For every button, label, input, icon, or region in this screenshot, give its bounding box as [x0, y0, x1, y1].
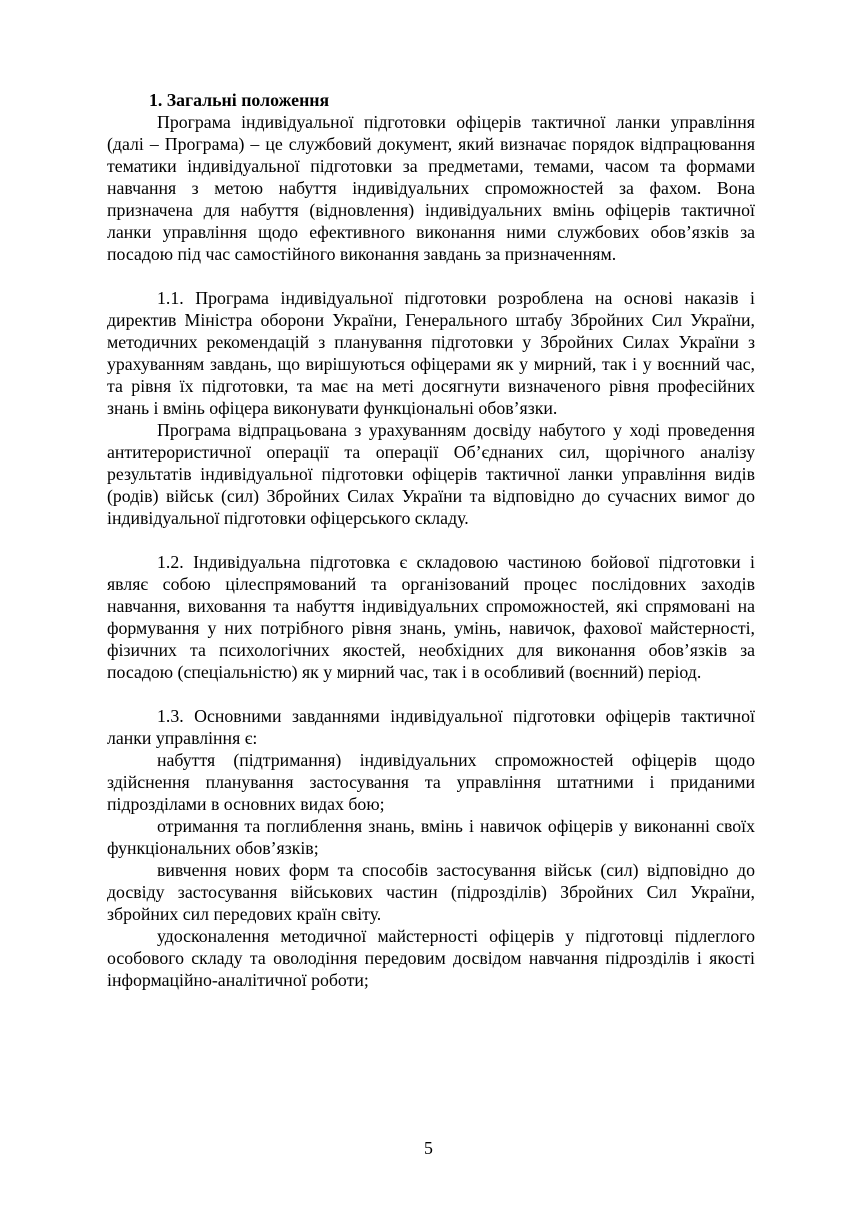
- task-item-capabilities: набуття (підтримання) індивідуальних спроможностей офіцерів щодо здійснення планування застосування та управління штатними і приданими підрозділами в основних видах бою;: [107, 750, 755, 814]
- task-item-methodical-skill: удосконалення методичної майстерності офіцерів у підготовці підлеглого особового складу та оволодіння передовим досвідом навчання підрозділів і якості інформаційно-аналітичної роботи;: [107, 926, 755, 990]
- paragraph-1-1-continued: Програма відпрацьована з урахуванням досвіду набутого у ході проведення антитерористичної операції та операції Об’єднаних сил, щорічного аналізу результатів індивідуальної підготовки офіцерів тактичної ланки управління видів (родів) військ (сил) Збройних Силах України та відповідно до сучасних вимог до індивідуальної підготовки офіцерського складу.: [107, 420, 755, 528]
- section-heading: 1. Загальні положення: [149, 90, 330, 110]
- paragraph-1-2: 1.2. Індивідуальна підготовка є складовою частиною бойової підготовки і являє собою цілеспрямований та організований процес послідовних заходів навчання, виховання та набуття індивідуальних спроможностей, які спрямовані на формування у них потрібного рівня знань, умінь, навичок, фахової майстерності, фізичних та психологічних якостей, необхідних для виконання обов’язків за посадою (спеціальністю) як у мирний час, так і в особливий (воєнний) період.: [107, 552, 755, 682]
- paragraph-gap: [107, 529, 755, 551]
- page-number: 5: [424, 1138, 433, 1158]
- document-page: [107, 89, 755, 991]
- paragraph-1-1: 1.1. Програма індивідуальної підготовки розроблена на основі наказів і директив Міністра оборони України, Генерального штабу Збройних Сил України, методичних рекомендацій з планування підготовки у Збройних Силах України з урахуванням завдань, що вирішуються офіцерами як у мирний, так і у воєнний час, та рівня їх підготовки, та має на меті досягнути визначеного рівня професійних знань і вмінь офіцера виконувати функціональні обов’язки.: [107, 288, 755, 418]
- paragraph-intro: Програма індивідуальної підготовки офіцерів тактичної ланки управління (далі – Програма) – це службовий документ, який визначає порядок відпрацювання тематики індивідуальної підготовки за предметами, темами, часом та формами навчання з метою набуття індивідуальних спроможностей за фахом. Вона призначена для набуття (відновлення) індивідуальних вмінь офіцерів тактичної ланки управління щодо ефективного виконання ними службових обов’язків за посадою під час самостійного виконання завдань за призначенням.: [107, 112, 755, 264]
- paragraph-1-3: 1.3. Основними завданнями індивідуальної підготовки офіцерів тактичної ланки управління є:: [107, 706, 755, 748]
- paragraph-gap: [107, 265, 755, 287]
- task-item-knowledge: отримання та поглиблення знань, вмінь і навичок офіцерів у виконанні своїх функціональних обов’язків;: [107, 816, 755, 858]
- paragraph-gap: [107, 683, 755, 705]
- task-item-new-forms: вивчення нових форм та способів застосування військ (сил) відповідно до досвіду застосування військових частин (підрозділів) Збройних Сил України, збройних сил передових країн світу.: [107, 860, 755, 924]
